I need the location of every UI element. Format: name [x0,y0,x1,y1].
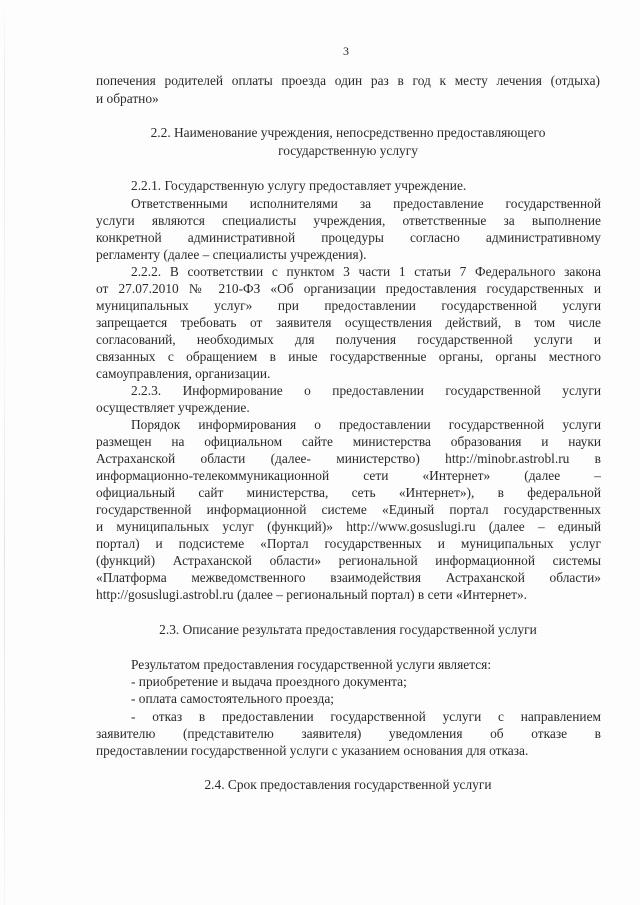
text-line: заявителю (представителю заявителя) уведомления об отказе в [96,726,601,741]
page-number: 3 [343,44,349,58]
text-line: государственной информационной системе «Единый портал государственных [96,502,601,517]
text-line: самоуправления, организации. [96,366,271,381]
text-line: связанных с обращением в иные государственные органы, органы местного [96,349,601,364]
text-line: и обратно» [96,91,159,106]
text-line: конкретной административной процедуры согласно административному [96,230,601,245]
scan-edge [4,0,5,905]
text-line: регламенту (далее – специалисты учреждения). [96,247,367,262]
text-line: Результатом предоставления государственной услуги является: [131,657,492,672]
text-line: размещен на официальном сайте министерства образования и науки [96,434,601,449]
list-item: - оплата самостоятельного проезда; [131,691,335,706]
section-heading: государственную услугу [278,143,418,158]
paragraph: 2.2.1. Государственную услугу предоставляет учреждение. [131,178,467,193]
text-line: http://gosuslugi.astrobl.ru (далее – региональный портал) в сети «Интернет». [96,587,528,602]
text-line: «Платформа межведомственного взаимодействия Астраханской области» [96,570,601,585]
text-line: предоставлении государственной услуги с указанием основания для отказа. [96,743,529,758]
section-heading: 2.4. Срок предоставления государственной услуги [204,777,492,792]
text-line: попечения родителей оплаты проезда один раз в год к месту лечения (отдыха) [96,73,600,88]
text-line: согласований, необходимых для получения государственной услуги и [96,332,601,347]
section-heading: 2.2. Наименование учреждения, непосредственно предоставляющего [150,125,546,140]
list-item: - отказ в предоставлении государственной услуги с направлением [131,709,601,724]
text-line: Ответственными исполнителями за предоставление государственной [131,196,601,211]
text-line: от 27.07.2010 № 210-ФЗ «Об организации предоставления государственных и [96,281,601,296]
text-line: осуществляет учреждение. [96,400,250,415]
text-line: портал) и подсистеме «Портал государственных и муниципальных услуг [96,536,601,551]
text-line: официальный сайт министерства, сеть «Интернет»), в федеральной [96,485,601,500]
text-line: 2.2.2. В соответствии с пунктом 3 части 1 статьи 7 Федерального закона [131,264,601,279]
list-item: - приобретение и выдача проездного документа; [131,674,407,689]
text-line: 2.2.3. Информирование о предоставлении государственной услуги [131,383,601,398]
text-line: муниципальных услуг» при предоставлении государственной услуги [96,298,601,313]
text-line: запрещается требовать от заявителя осуществления действий, в том числе [96,315,601,330]
text-line: Астраханской области (далее- министерство) http://minobr.astrobl.ru в [96,451,601,466]
section-heading: 2.3. Описание результата предоставления государственной услуги [159,622,537,637]
text-line: услуги являются специалисты учреждения, ответственные за выполнение [96,213,601,228]
text-line: (функций) Астраханской области» региональной информационной системы [96,553,601,568]
text-line: и муниципальных услуг (функций)» http://www.gosuslugi.ru (далее – единый [96,519,601,534]
text-line: информационно-телекоммуникационной сети «Интернет» (далее – [96,468,601,483]
text-line: Порядок информирования о предоставлении государственной услуги [131,417,601,432]
